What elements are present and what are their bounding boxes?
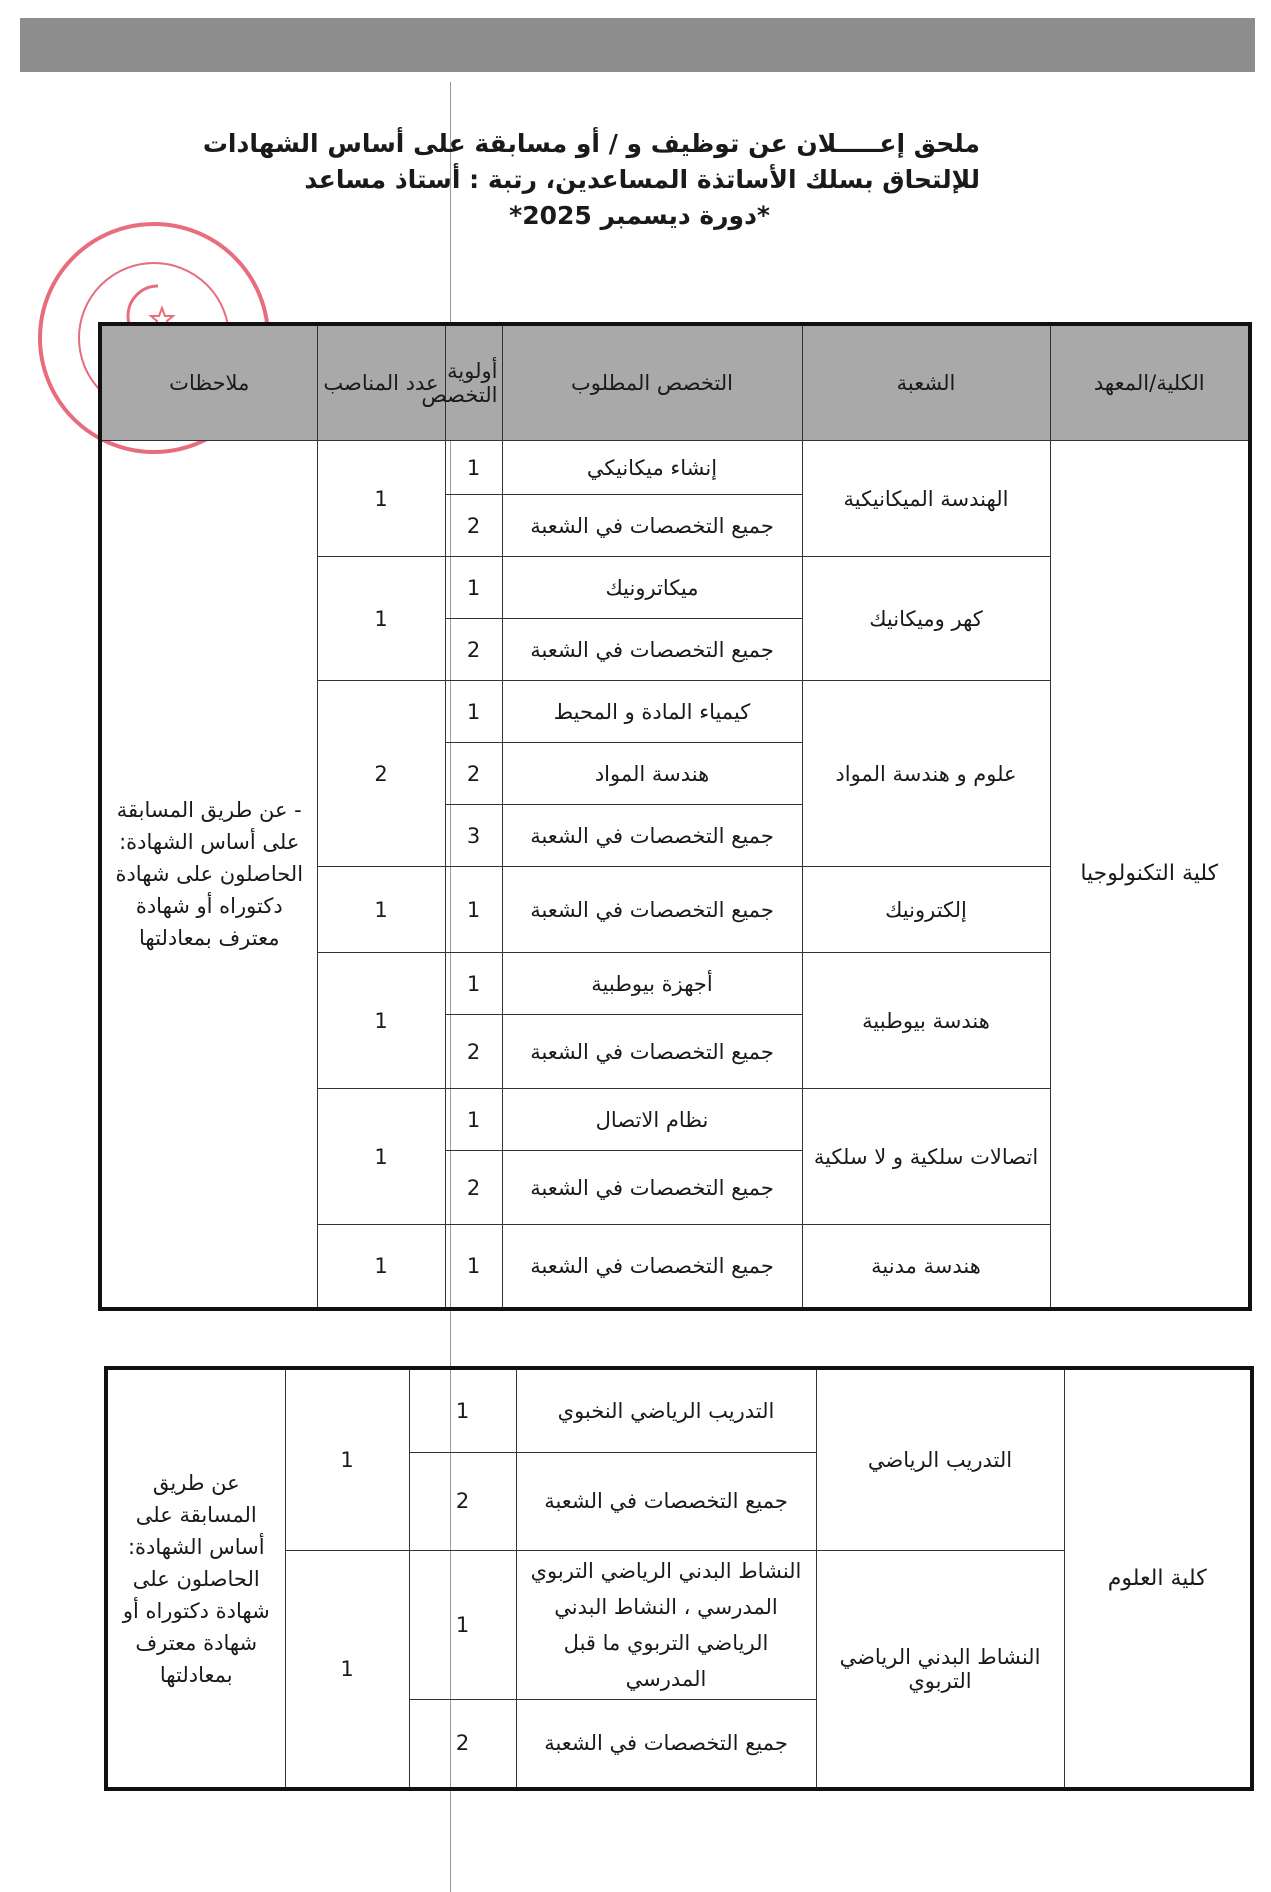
priority-cell: 1 <box>409 1368 516 1452</box>
priority-cell: 1 <box>445 441 502 495</box>
specialty-cell: أجهزة بيوطبية <box>502 953 802 1015</box>
priority-cell: 1 <box>409 1550 516 1699</box>
announcement-title <box>202 126 980 234</box>
col-header-priority: أولوية التخصص <box>445 324 502 441</box>
specialty-cell: التدريب الرياضي النخبوي <box>516 1368 816 1452</box>
faculty-cell: كلية التكنولوجيا <box>1050 441 1250 1309</box>
specialty-cell: جميع التخصصات في الشعبة <box>502 1225 802 1309</box>
col-header-specialty: التخصص المطلوب <box>502 324 802 441</box>
positions-cell: 1 <box>285 1368 409 1550</box>
division-cell: علوم و هندسة المواد <box>802 681 1050 867</box>
specialty-cell: جميع التخصصات في الشعبة <box>502 867 802 953</box>
specialty-cell: النشاط البدني الرياضي التربوي المدرسي ، النشاط البدني الرياضي التربوي ما قبل المدرسي <box>516 1550 816 1699</box>
specialty-cell: جميع التخصصات في الشعبة <box>502 619 802 681</box>
positions-cell: 1 <box>285 1550 409 1789</box>
priority-cell: 1 <box>445 1225 502 1309</box>
positions-cell: 2 <box>317 681 445 867</box>
priority-cell: 2 <box>409 1452 516 1550</box>
priority-cell: 3 <box>445 805 502 867</box>
division-cell: هندسة بيوطبية <box>802 953 1050 1089</box>
specialty-cell: هندسة المواد <box>502 743 802 805</box>
specialty-cell: جميع التخصصات في الشعبة <box>502 805 802 867</box>
priority-cell: 1 <box>445 681 502 743</box>
scan-top-bar <box>20 18 1255 72</box>
specialty-cell: جميع التخصصات في الشعبة <box>502 495 802 557</box>
division-cell: النشاط البدني الرياضي التربوي <box>816 1550 1064 1789</box>
priority-cell: 2 <box>445 1015 502 1089</box>
positions-cell: 1 <box>317 867 445 953</box>
priority-cell: 1 <box>445 557 502 619</box>
division-cell: الهندسة الميكانيكية <box>802 441 1050 557</box>
title-line-3: *دورة ديسمبر 2025* <box>509 201 770 230</box>
positions-cell: 1 <box>317 441 445 557</box>
table-row <box>100 441 1250 495</box>
division-cell: كهر وميكانيك <box>802 557 1050 681</box>
priority-cell: 1 <box>445 1089 502 1151</box>
specialty-cell: إنشاء ميكانيكي <box>502 441 802 495</box>
specialty-cell: كيمياء المادة و المحيط <box>502 681 802 743</box>
priority-cell: 2 <box>445 743 502 805</box>
faculty-technology-table <box>98 322 1252 1311</box>
faculty-sciences-table <box>104 1366 1254 1791</box>
division-cell: اتصالات سلكية و لا سلكية <box>802 1089 1050 1225</box>
col-header-faculty: الكلية/المعهد <box>1050 324 1250 441</box>
col-header-notes: ملاحظات <box>100 324 317 441</box>
division-cell: هندسة مدنية <box>802 1225 1050 1309</box>
priority-cell: 2 <box>445 1151 502 1225</box>
col-header-division: الشعبة <box>802 324 1050 441</box>
division-cell: التدريب الرياضي <box>816 1368 1064 1550</box>
faculty-cell: كلية العلوم <box>1064 1368 1252 1789</box>
specialty-cell: جميع التخصصات في الشعبة <box>502 1015 802 1089</box>
positions-cell: 1 <box>317 1089 445 1225</box>
specialty-cell: جميع التخصصات في الشعبة <box>502 1151 802 1225</box>
col-header-positions: عدد المناصب <box>317 324 445 441</box>
notes-cell: - عن طريق المسابقة على أساس الشهادة: الحاصلون على شهادة دكتوراه أو شهادة معترف بمعادلتها <box>100 441 317 1309</box>
positions-cell: 1 <box>317 1225 445 1309</box>
specialty-cell: ميكاترونيك <box>502 557 802 619</box>
priority-cell: 2 <box>445 619 502 681</box>
title-line-2: للإلتحاق بسلك الأساتذة المساعدين، رتبة : أستاذ مساعد <box>304 165 980 194</box>
priority-cell: 2 <box>409 1699 516 1789</box>
priority-cell: 1 <box>445 953 502 1015</box>
priority-cell: 2 <box>445 495 502 557</box>
notes-cell: عن طريق المسابقة على أساس الشهادة: الحاصلون على شهادة دكتوراه أو شهادة معترف بمعادلتها <box>106 1368 285 1789</box>
table-header-row <box>100 324 1250 441</box>
positions-cell: 1 <box>317 557 445 681</box>
specialty-cell: جميع التخصصات في الشعبة <box>516 1452 816 1550</box>
table-row <box>106 1368 1252 1452</box>
division-cell: إلكترونيك <box>802 867 1050 953</box>
specialty-cell: نظام الاتصال <box>502 1089 802 1151</box>
priority-cell: 1 <box>445 867 502 953</box>
specialty-cell: جميع التخصصات في الشعبة <box>516 1699 816 1789</box>
title-line-1: ملحق إعـــــلان عن توظيف و / أو مسابقة على أساس الشهادات <box>202 129 980 158</box>
positions-cell: 1 <box>317 953 445 1089</box>
